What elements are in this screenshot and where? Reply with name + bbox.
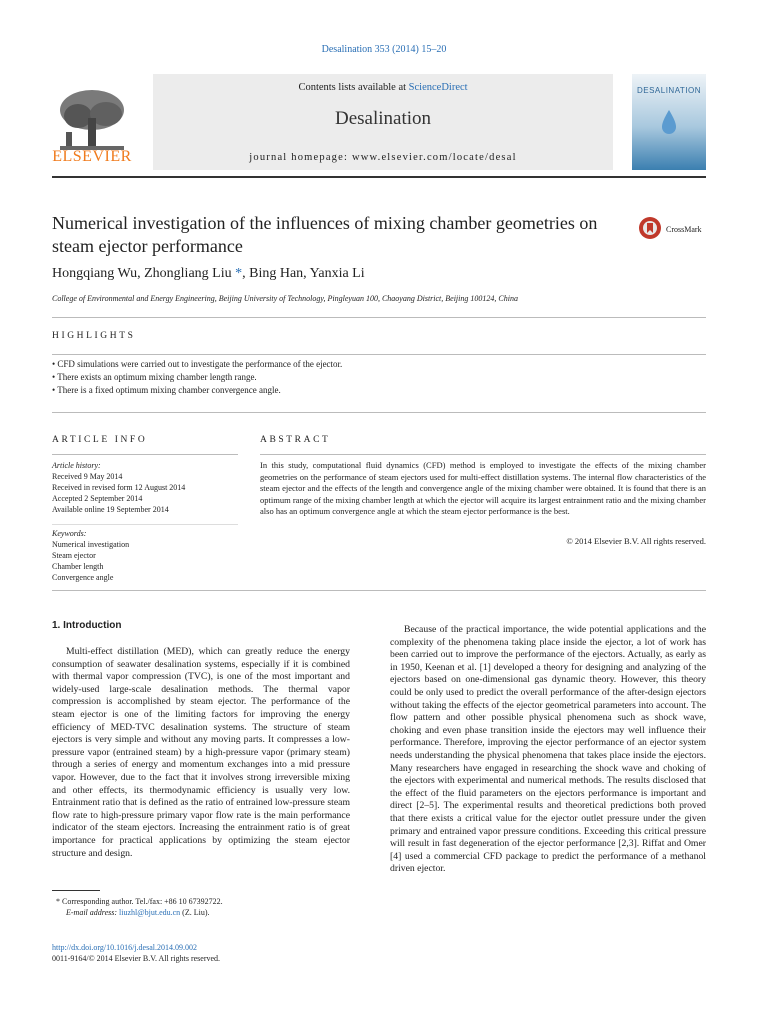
footnote-divider — [52, 890, 100, 891]
history-label: Article history: — [52, 461, 101, 470]
paragraph: Because of the practical importance, the wide potential applications and the complexity of the phenomena taking place inside the ejector, a lot of work has been carried out to improve the performance of the ejectors. Actually, as early as in 1950, Keenan et al. [1] developed a theory for designing and analyzing of the ejectors based on one-dimensional gas dynamic theory. However, this theory could be only used to predict the overall performance of the after-design ejectors without taking the effects of the ejector geometrical parameters into account. The flow pattern and other possible physical phenomena such as shock wave, choking and even phase transition inside the ejectors may well influence their performance. Therefore, improving the ejector performance of an ejector system needs understanding the physical phenomena that takes place inside the ejectors. Many researchers have engaged in researching the shock wave and choking of the ejectors with experimental and numerical methods. The results disclosed that the effect of the fluid parameters on the ejectors performance is important and direct [2–5]. The experimental results and theoretical predictions both proved that there exists a critical value for the ejector outlet pressure under the given primary and entrained vapor pressure conditions. Exceeding this critical pressure will result in fast degeneration of the ejector performance [2,3]. Riffat and Omer [4] used a commercial CFD package to predict the performance of a methanol driven ejector. — [390, 624, 706, 875]
keywords-label: Keywords: — [52, 529, 87, 538]
journal-reference[interactable]: Desalination 353 (2014) 15–20 — [321, 44, 447, 55]
affiliation: College of Environmental and Energy Engineering, Beijing University of Technology, Pingleyuan 100, Chaoyang District, Beijing 100124, China — [52, 294, 518, 303]
highlight-item: • There exists an optimum mixing chamber length range. — [52, 372, 257, 382]
footnote-author: Corresponding author. Tel./fax: +86 10 67392722. — [62, 897, 223, 906]
divider — [52, 317, 706, 318]
divider — [52, 354, 706, 355]
keyword: Convergence angle — [52, 573, 114, 582]
divider — [260, 454, 706, 455]
article-info-heading: ARTICLE INFO — [52, 435, 148, 445]
highlights-heading: HIGHLIGHTS — [52, 331, 136, 341]
journal-homepage — [153, 152, 613, 163]
doi-link[interactable]: http://dx.doi.org/10.1016/j.desal.2014.09.002 — [52, 943, 197, 952]
contents-prefix: Contents lists available at — [298, 82, 409, 93]
highlight-item: • There is a fixed optimum mixing chamber convergence angle. — [52, 385, 281, 395]
homepage-prefix: journal homepage: — [249, 152, 352, 163]
history-accepted: Accepted 2 September 2014 — [52, 494, 143, 503]
paragraph: Multi-effect distillation (MED), which can greatly reduce the energy consumption of seawater desalination systems, especially if it is combined with thermal vapor compression (TVC), is one of the most important and widely-used large-scale desalination methods. The thermal vapor compression is accomplished by steam ejector. The performance of the steam ejector is one of the limiting factors for improving the energy efficiency of MED-TVC desalination systems. The structure of steam ejectors is very simple and without any moving parts. It compresses a low-pressure vapor (entrained steam) by a high-pressure vapor (primary steam) through a series of energy and momentum exchanges into a mid pressure vapor. However, due to the fact that it involves strong irreversible mixing and other effects, its thermodynamic efficiency is usually very low. Entrainment ratio that is defined as the ratio of entrained low-pressure steam flow rate to high-pressure primary vapor flow rate is the main performance indicator of the steam ejectors. Increasing the entrainment ratio is of great importance for practical applications by optimizing the steam ejector structure and design. — [52, 646, 350, 859]
highlights-list — [52, 358, 706, 397]
journal-name: Desalination — [334, 108, 432, 129]
contents-line — [153, 82, 613, 93]
keyword: Chamber length — [52, 562, 104, 571]
abstract-copyright: © 2014 Elsevier B.V. All rights reserved. — [566, 536, 706, 546]
cover-title: DESALINATION — [636, 86, 702, 95]
footnote — [56, 896, 346, 918]
highlight-item: • CFD simulations were carried out to investigate the performance of the ejector. — [52, 359, 343, 369]
issn-line: 0011-9164/© 2014 Elsevier B.V. All rights reserved. — [52, 954, 221, 963]
crossmark-icon[interactable] — [638, 216, 662, 240]
author-list — [52, 266, 365, 282]
history-revised: Received in revised form 12 August 2014 — [52, 483, 186, 492]
corresponding-author-mark[interactable]: * — [231, 266, 243, 281]
abstract-heading: ABSTRACT — [260, 435, 331, 445]
section-heading-introduction: 1. Introduction — [52, 620, 122, 631]
email-link[interactable]: liuzhl@bjut.edu.cn — [119, 908, 181, 917]
doi-block — [52, 942, 220, 964]
email-suffix: (Z. Liu). — [180, 908, 210, 917]
keywords — [52, 528, 238, 583]
divider — [52, 454, 238, 455]
crossmark-label[interactable]: CrossMark — [666, 225, 702, 234]
footnote-mark: * — [56, 897, 60, 906]
email-label: E-mail address: — [66, 908, 120, 917]
authors-first: Hongqiang Wu, Zhongliang Liu — [52, 266, 232, 281]
keyword: Steam ejector — [52, 551, 96, 560]
article-history — [52, 460, 238, 515]
history-online: Available online 19 September 2014 — [52, 505, 169, 514]
divider — [52, 524, 238, 525]
divider — [52, 412, 706, 413]
homepage-url[interactable]: www.elsevier.com/locate/desal — [351, 152, 517, 163]
authors-rest: , Bing Han, Yanxia Li — [242, 266, 365, 281]
article-title: Numerical investigation of the influences of mixing chamber geometries on steam ejector performance — [52, 213, 598, 256]
elsevier-wordmark: ELSEVIER — [52, 148, 132, 165]
history-received: Received 9 May 2014 — [52, 472, 123, 481]
header-divider — [52, 176, 706, 178]
divider — [52, 590, 706, 591]
abstract-text: In this study, computational fluid dynamics (CFD) method is employed to investigate the effects of the mixing chamber geometries on the performance of steam ejectors used for multi-effect distillation systems. The internal flow characteristics of the steam ejector and the effects of the length and convergence angle of the mixing chamber were obtained. It is found that there is an optimum range of the mixing chamber length at which the ejector will acquire its largest entrainment ratio and the mixing chamber also has an optimum convergence angle at which the steam ejector performance is the best. — [260, 460, 706, 516]
body-column-left — [52, 646, 350, 860]
sciencedirect-link[interactable]: ScienceDirect — [408, 82, 468, 93]
body-column-right — [390, 624, 706, 876]
keyword: Numerical investigation — [52, 540, 130, 549]
